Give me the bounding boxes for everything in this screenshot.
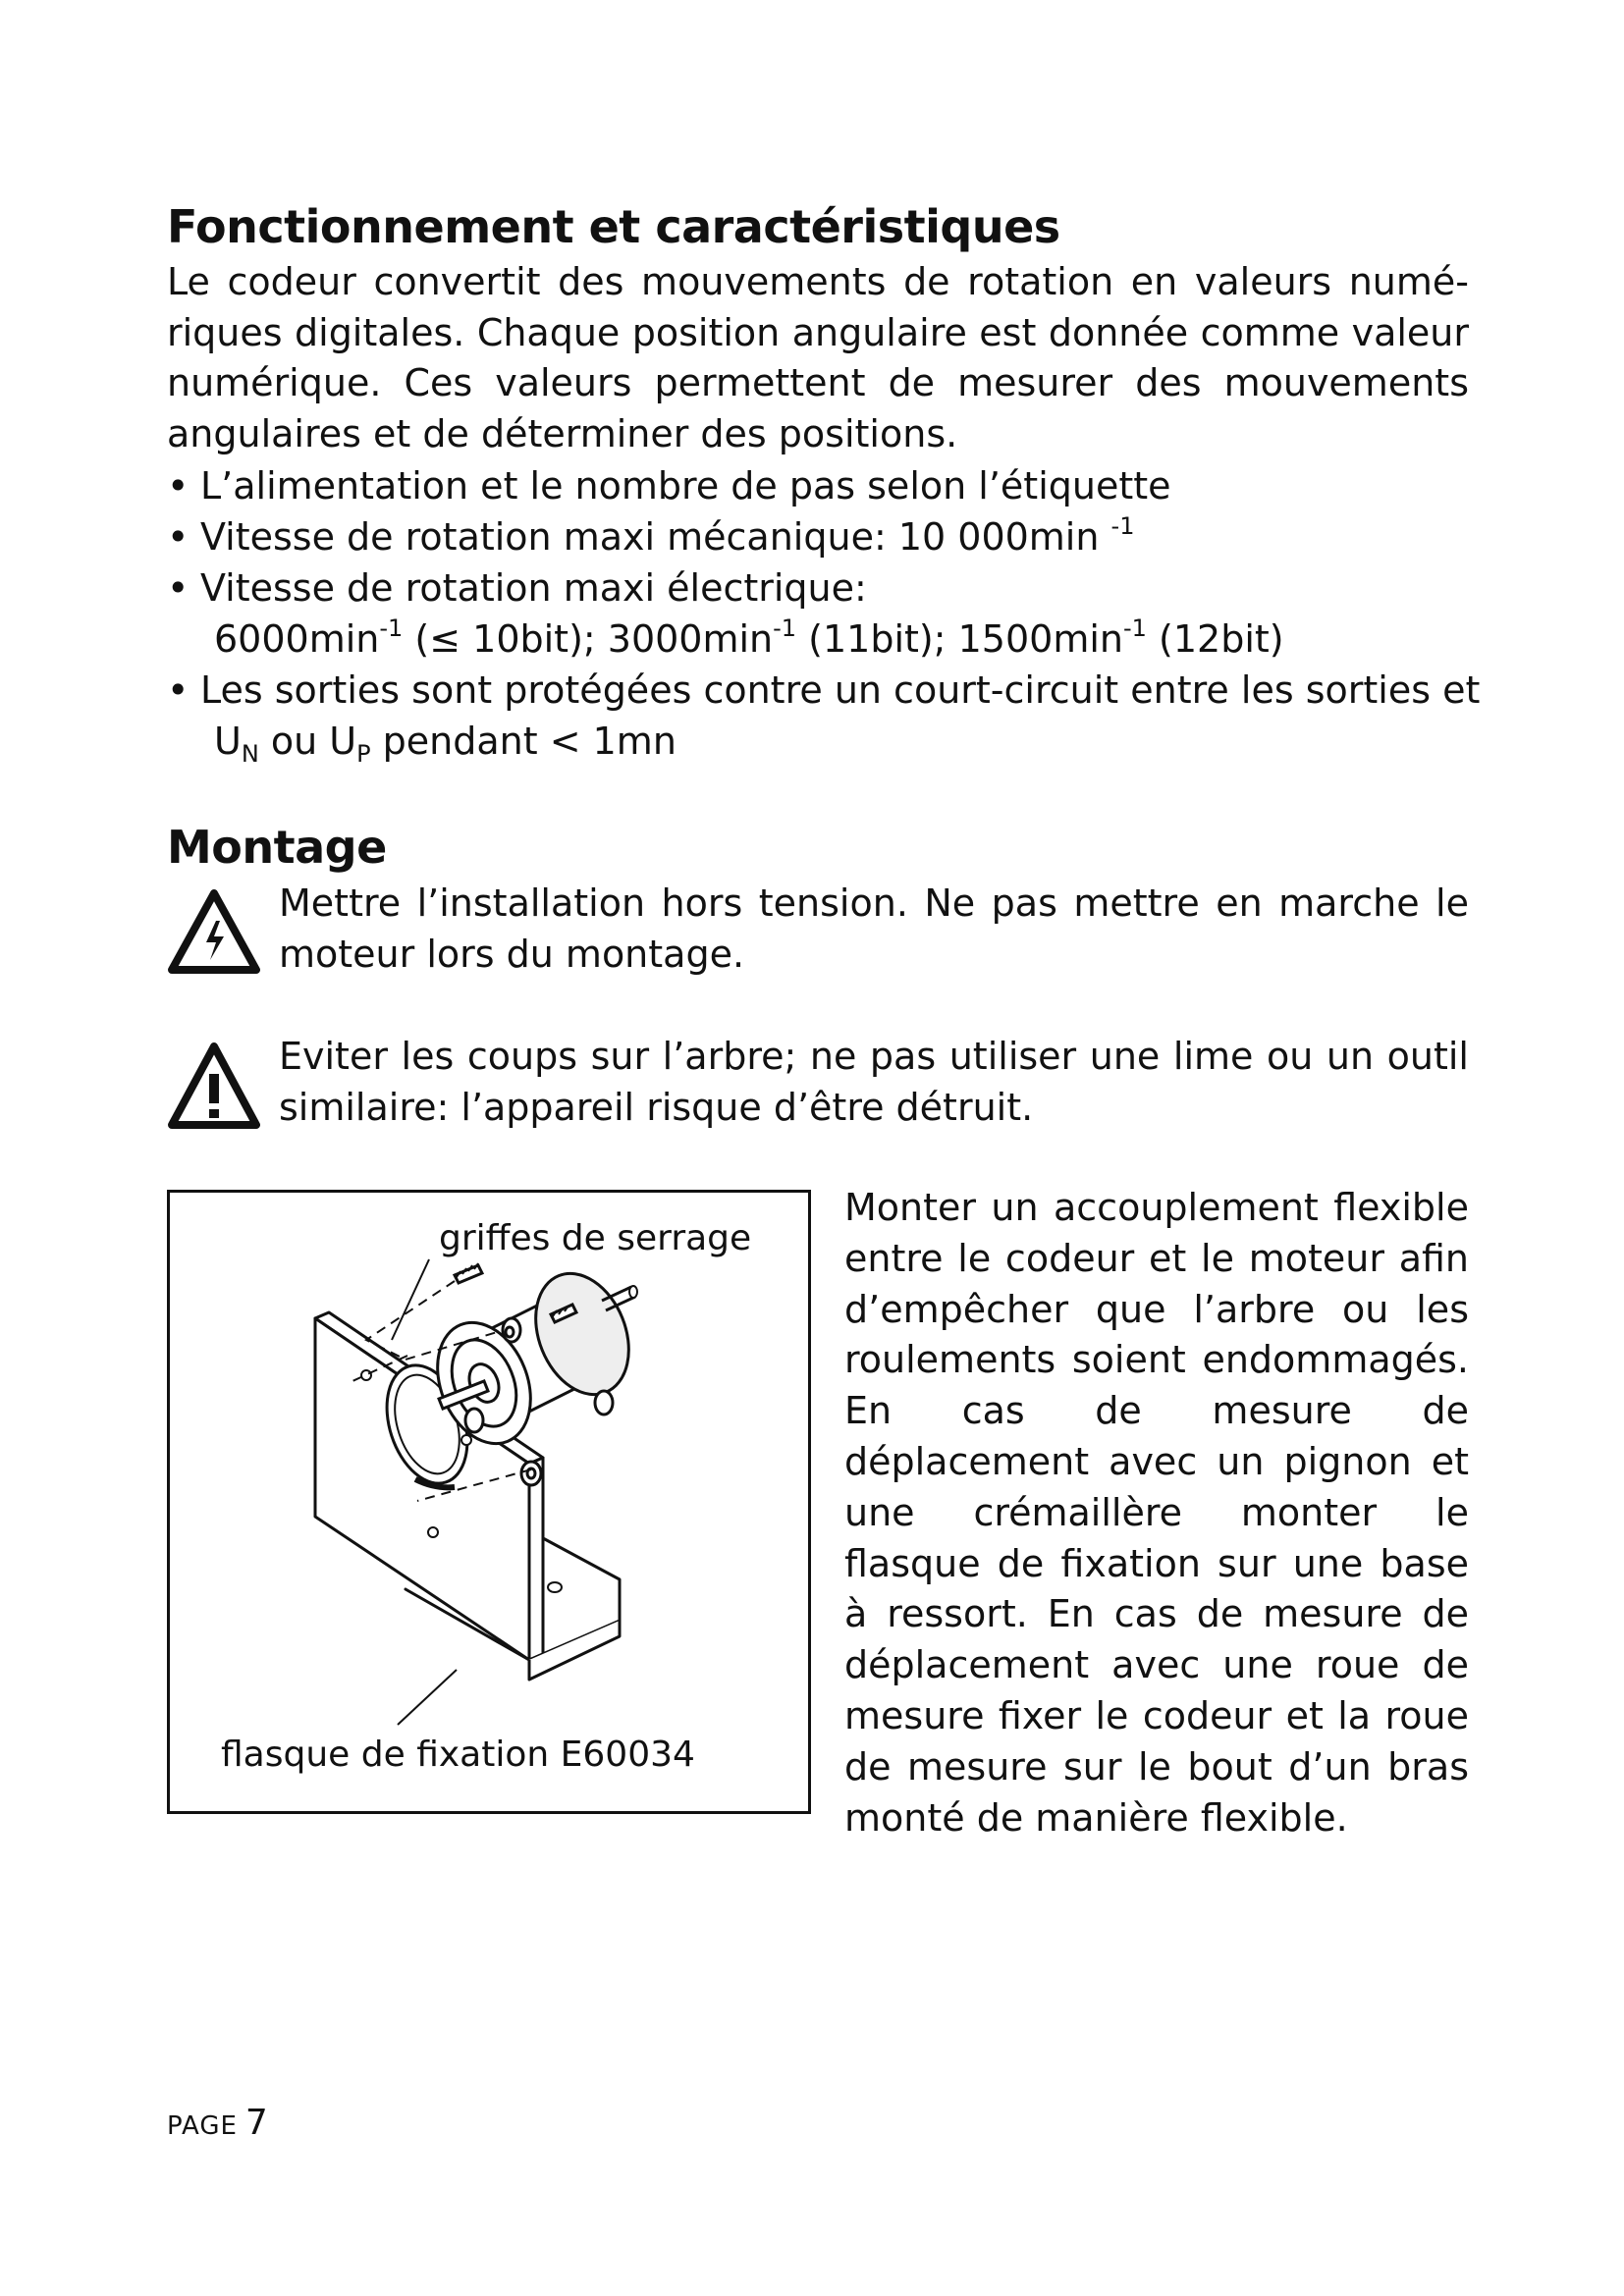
bullet-text: Vitesse de rotation maxi électrique: [200, 566, 867, 610]
superscript: -1 [379, 614, 404, 642]
bullet-dot: • [167, 515, 189, 559]
bullet-dot: • [167, 668, 189, 712]
bullet-text: Les sorties sont protégées contre un court-circuit entre les sorties et [200, 668, 1481, 712]
page-label: PAGE [167, 2111, 238, 2141]
bullet-dot: • [167, 464, 189, 507]
subscript: P [356, 740, 371, 768]
mounting-instructions: Monter un accouplement flexible entre le codeur et le moteur afin d’empêcher que l’arbre ou les roulements soient endommagés. En cas de mesure de déplacement avec un pignon et une crémaillère monter le flasque de fixation sur une base à ressort. En cas de mesure de déplacement avec une roue de mesure fixer le codeur et la roue de mesure sur le bout d’un bras monté de manière flexible. [844, 1186, 1469, 1840]
page-footer [167, 2103, 268, 2143]
label-flasque-de-fixation: flasque de fixation E60034 [221, 1735, 695, 1775]
subscript: N [241, 740, 259, 768]
bullet-dot: • [167, 566, 189, 610]
speed-12bit: (11bit); 1500min [796, 617, 1123, 661]
duration-text: pendant < 1mn [370, 720, 677, 763]
caution-icon [167, 1041, 261, 1133]
superscript: -1 [773, 614, 797, 642]
bullet-alimentation [167, 461, 1483, 512]
bullet-text [200, 512, 1134, 568]
label-griffes-de-serrage: griffes de serrage [439, 1218, 752, 1258]
warning2-text: Eviter les coups sur l’arbre; ne pas utiliser une lime ou un outil similaire: l’appareil risque d’être détruit. [279, 1035, 1469, 1129]
superscript: -1 [1110, 512, 1135, 540]
encoder-mounting-illustration [170, 1193, 808, 1811]
bullet-vitesse-electrique [167, 563, 1483, 666]
page-number: 7 [244, 2103, 268, 2143]
voltage-up: ou U [258, 720, 357, 763]
mounting-figure [167, 1190, 811, 1814]
electric-hazard-icon [167, 887, 261, 976]
bullet-sorties [167, 666, 1483, 768]
speed-10bit: 6000min [214, 617, 380, 661]
bullet-text-line2 [214, 614, 1284, 670]
superscript: -1 [1123, 614, 1147, 642]
bullet-text-line2 [214, 717, 677, 773]
bullet-text: L’alimentation et le nombre de pas selon l’étiquette [200, 464, 1171, 507]
speed-11bit: (≤ 10bit); 3000min [403, 617, 774, 661]
intro-paragraph: Le codeur convertit des mouvements de rotation en valeurs numé-riques digitales. Chaque position angulaire est donnée comme valeur numérique. Ces valeurs permettent de mesurer des mouvements angulaires et de déterminer des positions. [167, 260, 1469, 455]
speed-12bit-label: (12bit) [1146, 617, 1284, 661]
bullet-vitesse-mecanique [167, 512, 1483, 563]
warning1-text: Mettre l’installation hors tension. Ne pas mettre en marche le moteur lors du montage. [279, 881, 1469, 976]
voltage-un: U [214, 720, 242, 763]
section-title-montage: Montage [167, 821, 387, 874]
bullet-text-main: Vitesse de rotation maxi mécanique: 10 000min [200, 515, 1111, 559]
section-title-fonctionnement: Fonctionnement et caractéristiques [167, 200, 1060, 253]
